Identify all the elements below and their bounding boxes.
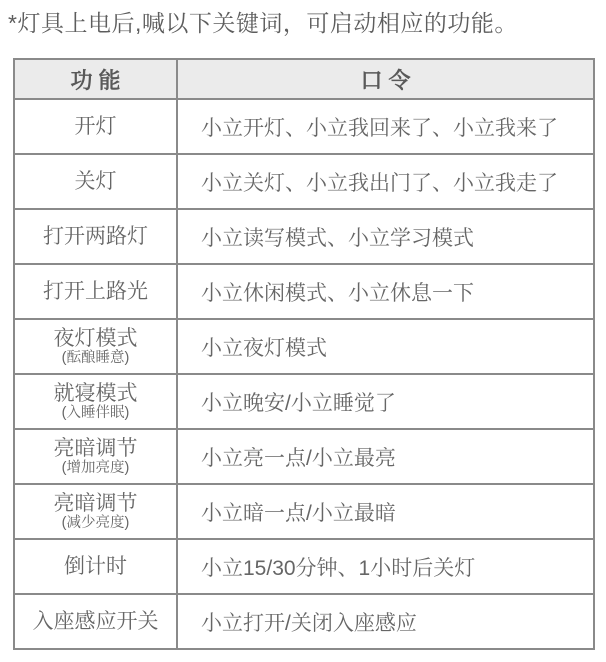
function-label: 开灯 <box>74 114 117 138</box>
function-sublabel: (减少亮度) <box>61 514 130 531</box>
function-label: 亮暗调节 <box>53 491 138 515</box>
function-cell <box>14 429 177 484</box>
function-cell <box>14 594 177 649</box>
command-cell: 小立读写模式、小立学习模式 <box>177 209 594 264</box>
function-sublabel: (增加亮度) <box>61 459 130 476</box>
function-label: 关灯 <box>74 169 117 193</box>
table-row <box>14 429 594 484</box>
table-row <box>14 99 594 154</box>
function-label: 打开两路灯 <box>43 224 148 248</box>
command-cell: 小立打开/关闭入座感应 <box>177 594 594 649</box>
table-row <box>14 264 594 319</box>
function-label: 倒计时 <box>64 554 127 578</box>
function-cell <box>14 319 177 374</box>
command-cell: 小立亮一点/小立最亮 <box>177 429 594 484</box>
function-cell <box>14 539 177 594</box>
instruction-note: *灯具上电后,喊以下关键词，可启动相应的功能。 <box>8 10 518 36</box>
table-row <box>14 154 594 209</box>
command-cell: 小立暗一点/小立最暗 <box>177 484 594 539</box>
function-label: 入座感应开关 <box>32 609 159 633</box>
function-cell <box>14 484 177 539</box>
function-cell <box>14 264 177 319</box>
function-cell <box>14 374 177 429</box>
table-row <box>14 319 594 374</box>
function-sublabel: (入睡伴眠) <box>61 404 130 421</box>
command-cell: 小立休闲模式、小立休息一下 <box>177 264 594 319</box>
function-cell <box>14 154 177 209</box>
function-sublabel: (酝酿睡意) <box>61 349 130 366</box>
voice-command-table <box>13 58 595 650</box>
column-header-command: 口 令 <box>177 59 594 99</box>
table-row <box>14 539 594 594</box>
column-header-function: 功 能 <box>14 59 177 99</box>
command-cell: 小立15/30分钟、1小时后关灯 <box>177 539 594 594</box>
command-cell: 小立夜灯模式 <box>177 319 594 374</box>
table-header-row <box>14 59 594 99</box>
command-cell: 小立开灯、小立我回来了、小立我来了 <box>177 99 594 154</box>
table-row <box>14 209 594 264</box>
function-label: 打开上路光 <box>43 279 148 303</box>
function-label: 就寝模式 <box>53 381 138 405</box>
function-cell <box>14 99 177 154</box>
table-row <box>14 594 594 649</box>
table-row <box>14 484 594 539</box>
command-cell: 小立关灯、小立我出门了、小立我走了 <box>177 154 594 209</box>
function-label: 亮暗调节 <box>53 436 138 460</box>
command-cell: 小立晚安/小立睡觉了 <box>177 374 594 429</box>
function-label: 夜灯模式 <box>53 326 138 350</box>
function-cell <box>14 209 177 264</box>
table-row <box>14 374 594 429</box>
